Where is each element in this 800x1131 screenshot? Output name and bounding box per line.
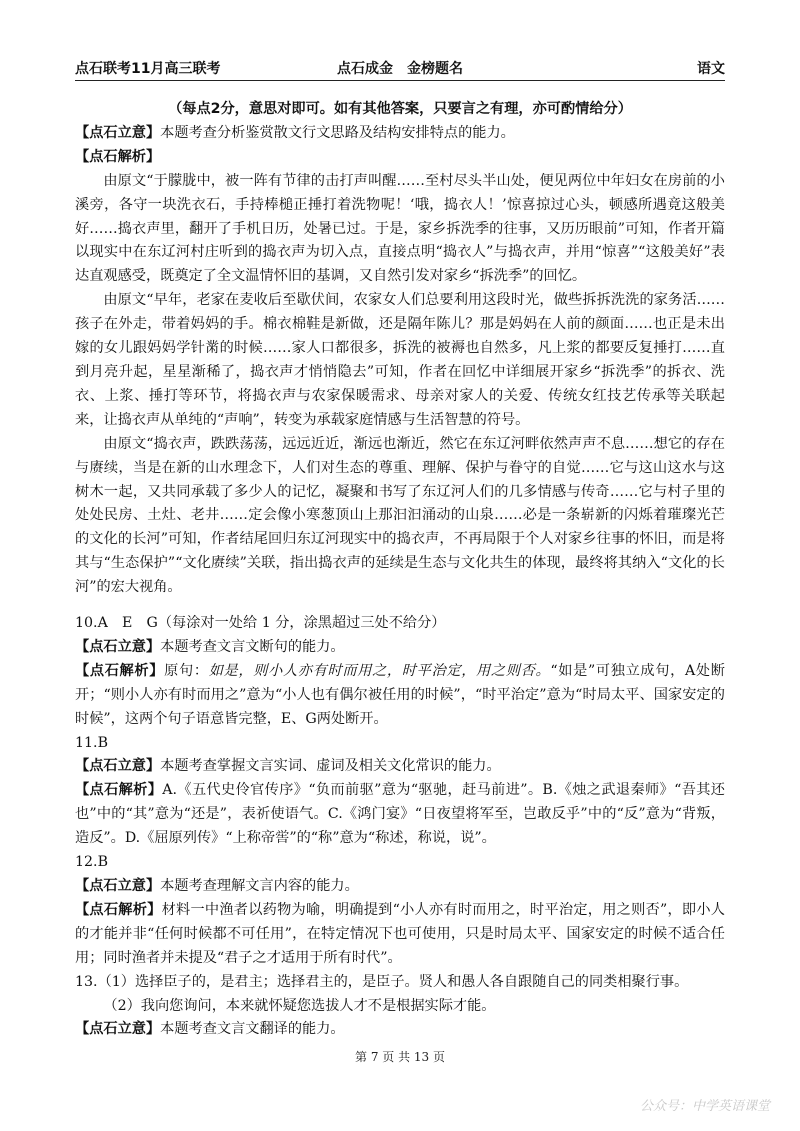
q12-intent-tag: 【点石立意】 xyxy=(75,878,161,894)
q11-text: A.《五代史伶官传序》“负而前驱”意为“驱驰，赶马前进”。B.《烛之武退秦师》“吾其还也”中的“其”意为“还是”，表祈使语气。C.《鸿门宴》“日夜望将军至，岂敢反乎”中的“反”意为“背叛，造反”。D.《屈原列传》“上称帝喾”的“称”意为“称述，称说，说”。 xyxy=(75,782,725,847)
page-number: 第 7 页 共 13 页 xyxy=(355,1050,445,1064)
q11-analysis-tag: 【点石解析】 xyxy=(75,782,163,799)
q13-answer-2: （2）我向您询问，本来就怀疑您选拔人才不是根据实际才能。 xyxy=(103,997,496,1014)
header-slogan: 点石成金 金榜题名 xyxy=(337,61,463,77)
header-subject: 语文 xyxy=(697,61,725,77)
q10-quote: 如是，则小人亦有时而用之，时平治定，用之则否。 xyxy=(208,662,551,679)
q11-intent-tag: 【点石立意】 xyxy=(75,758,161,775)
q9-paragraph-1: 由原文“于朦胧中，被一阵有节律的击打声叫醒……至村尽头半山处，便见两位中年妇女在房前的小溪旁，各守一块洗衣石，手持棒槌正捶打着洗物呢！‘哦，捣衣人！’惊喜掠过心头，顿感所遇竟这般美好……捣衣声里，翻开了手机日历，处暑已过。于是，家乡拆洗季的往事，又历历眼前”可知，作者开篇以现实中在东辽河村庄听到的捣衣声为切入点，直接点明“捣衣人”与捣衣声，并用“惊喜”“这般美好”表达直观感受，既奠定了全文温情怀旧的基调，又自然引发对家乡“拆洗季”的回忆。 xyxy=(75,172,725,285)
q12-intent-text: 本题考查理解文言内容的能力。 xyxy=(160,878,359,894)
q12-text: 材料一中渔者以药物为喻，明确提到“小人亦有时而用之，时平治定，用之则否”，即小人的才能并非“任何时候都不可任用”，在特定情况下也可使用，只是时局太平、国家安定的时候不适合任用；同时渔者并未提及“君子之才适用于所有时代”。 xyxy=(75,901,725,966)
q12-intent xyxy=(75,875,725,899)
q9-analysis-tag: 【点石解析】 xyxy=(75,148,161,165)
q10-intent-text: 本题考查文言文断句的能力。 xyxy=(160,638,345,655)
q13-intent xyxy=(75,1018,725,1042)
q9-paragraph-2: 由原文“早年，老家在麦收后至歇伏间，农家女人们总要利用这段时光，做些拆拆洗洗的家务活……孩子在外走，带着妈妈的手。棉衣棉鞋是新做，还是隔年陈儿？那是妈妈在人前的颜面……也正是未出嫁的女儿跟妈妈学针黹的时候……家人口都很多，拆洗的被褥也自然多，凡上浆的都要反复捶打……直到月亮升起，星星渐稀了，捣衣声才悄悄隐去”可知，作者在回忆中详细展开家乡“拆洗季”的拆衣、洗衣、上浆、捶打等环节，将捣衣声与农家保暖需求、母亲对家人的关爱、传统女红技艺传承等关联起来，让捣衣声从单纯的“声响”，转变为承载家庭情感与生活智慧的符号。 xyxy=(75,292,725,428)
q9-intent-text: 本题考查分析鉴赏散文行文思路及结构安排特点的能力。 xyxy=(160,124,515,141)
answer-content xyxy=(75,98,725,1042)
q10-text: “如是”可独立成句，A处断开；“则小人亦有时而用之”意为“小人也有偶尔被任用的时候”，“时平治定”意为“时局太平、国家安定的时候”，这两个句子语意皆完整，E、G两处断开。 xyxy=(75,662,725,727)
q13-intent-tag: 【点石立意】 xyxy=(75,1021,161,1038)
q12-analysis-tag: 【点石解析】 xyxy=(75,901,162,918)
section-gap xyxy=(75,600,725,612)
q9-intent-tag: 【点石立意】 xyxy=(75,124,161,141)
q9-intent xyxy=(75,122,725,146)
q10-lead: 原句： xyxy=(164,662,209,679)
q13-answer-1: 13.（1）选择臣子的，是君主；选择君主的，是臣子。贤人和愚人各自跟随自己的同类相聚行事。 xyxy=(75,973,689,990)
score-note: （每点2分，意思对即可。如有其他答案，只要言之有理，亦可酌情给分） xyxy=(168,101,632,117)
q10-answer: 10.A E G（每涂对一处给 1 分，涂黑超过三处不给分） xyxy=(75,615,446,632)
q11-intent-text: 本题考查掌握文言实词、虚词及相关文化常识的能力。 xyxy=(160,758,501,775)
q11-answer: 11.B xyxy=(75,734,108,751)
q9-paragraph-3: 由原文“捣衣声，跌跌荡荡，远远近近，渐远也渐近，然它在东辽河畔依然声声不息……想它的存在与赓续，当是在新的山水理念下，人们对生态的尊重、理解、保护与眷守的自觉……它与这山这水与这树木一起，又共同承载了多少人的记忆，凝聚和书写了东辽河人们的几多情感与传奇……它与村子里的处处民房、土灶、老井……定会像小寒葱顶山上那汩汩涌动的山泉……必是一条崭新的闪烁着璀璨光芒的文化的长河”可知，作者结尾回归东辽河现实中的捣衣声，不再局限于个人对家乡往事的怀旧，而是将其与“生态保护”“文化赓续”关联，指出捣衣声的延续是生态与文化共生的体现，最终将其纳入“文化的长河”的宏大视角。 xyxy=(75,435,725,596)
q11-intent xyxy=(75,755,725,779)
q10-intent-tag: 【点石立意】 xyxy=(75,638,161,655)
q12-analysis xyxy=(75,899,725,971)
q11-analysis xyxy=(75,779,725,851)
q10-analysis-tag: 【点石解析】 xyxy=(75,662,165,679)
watermark: 公众号：中学英语课堂 xyxy=(639,1099,770,1114)
page-header xyxy=(75,54,725,81)
header-exam-name: 点石联考11月高三联考 xyxy=(75,61,221,77)
q10-analysis xyxy=(75,660,725,732)
q10-intent xyxy=(75,636,725,660)
q12-answer: 12.B xyxy=(75,854,108,871)
q13-intent-text: 本题考查文言文翻译的能力。 xyxy=(160,1021,345,1038)
